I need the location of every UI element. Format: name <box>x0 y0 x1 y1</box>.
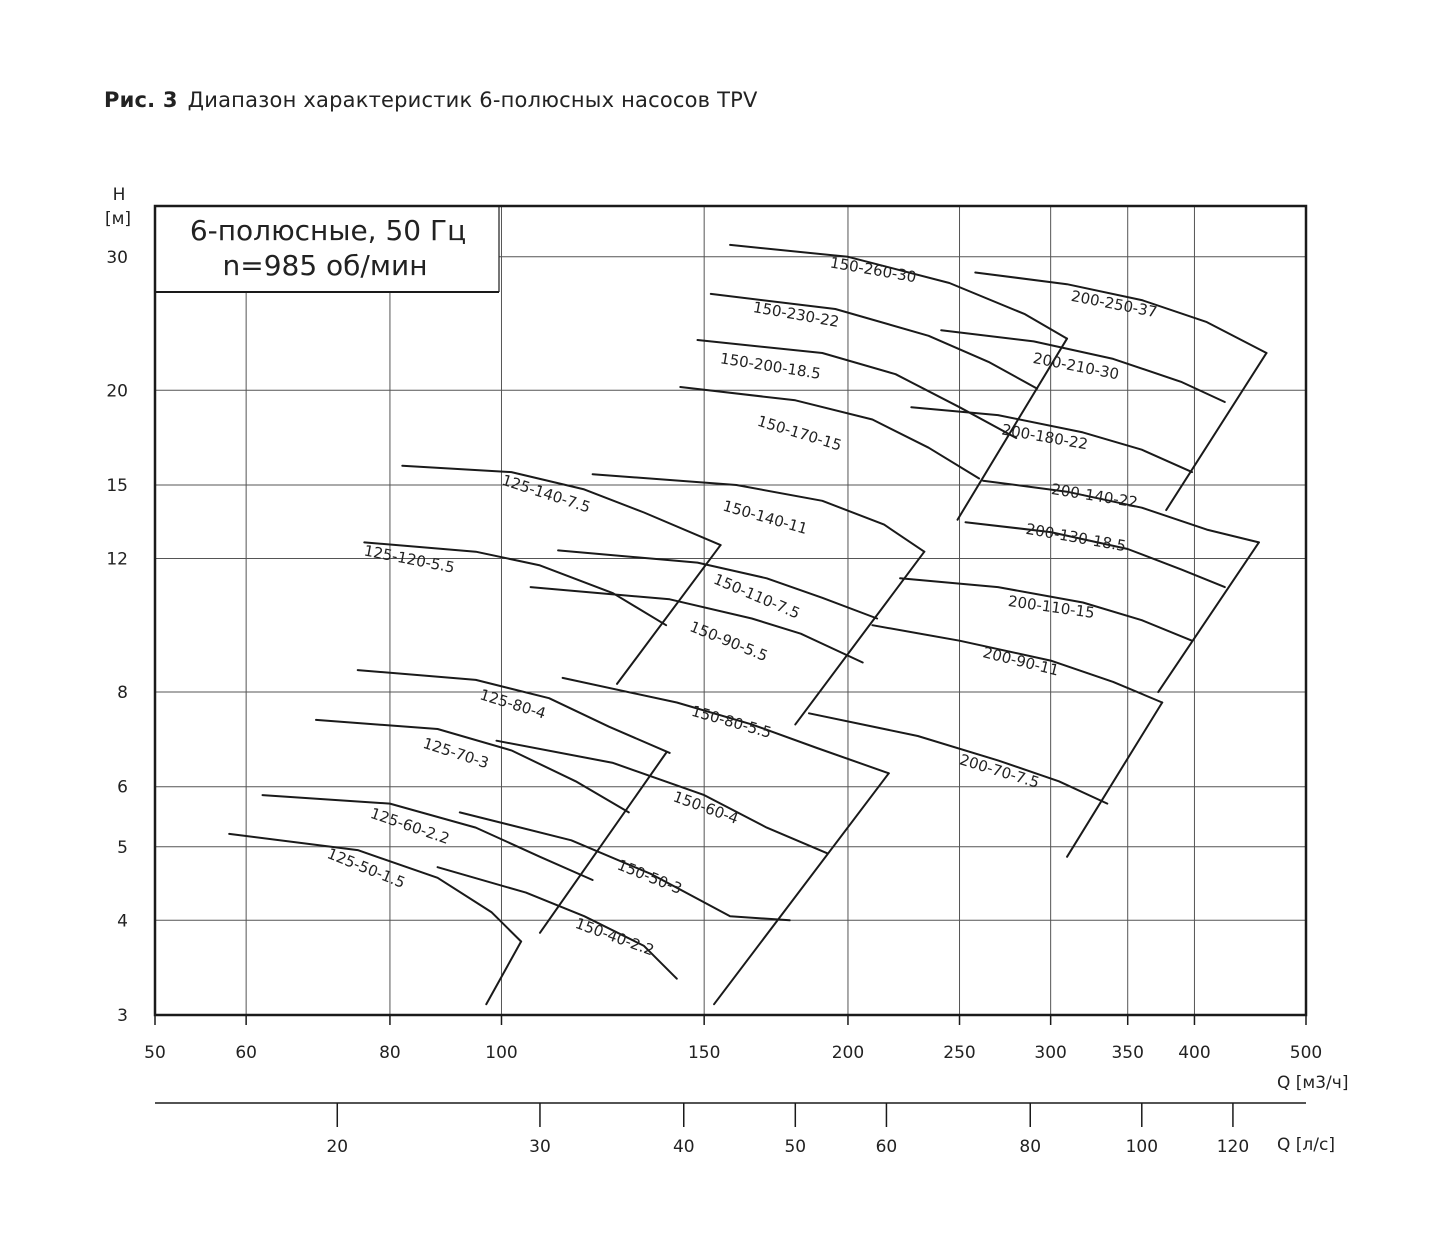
curve-label-125-120-5-5: 125-120-5.5 <box>362 541 457 577</box>
info-box-line1: 6-полюсные, 50 Гц <box>189 214 467 247</box>
curve-label-125-80-4: 125-80-4 <box>477 685 549 723</box>
curve-label-125-50-1-5: 125-50-1.5 <box>324 844 408 892</box>
x-tick-label-150: 150 <box>687 1043 721 1063</box>
curve-label-150-40-2-2: 150-40-2.2 <box>572 914 657 960</box>
x2-axis-label: Q [л/с] <box>1277 1135 1335 1155</box>
x-tick-label-200: 200 <box>831 1043 865 1063</box>
x-tick-label-80: 80 <box>379 1043 401 1063</box>
boundary-line-3 <box>617 545 721 684</box>
boundary-line-1 <box>486 942 521 1005</box>
x-tick-label-500: 500 <box>1289 1043 1323 1063</box>
info-box <box>155 207 499 292</box>
boundary-line-5 <box>795 552 924 725</box>
y-tick-label-15: 15 <box>106 476 128 497</box>
curve-200-70-7-5 <box>809 713 1107 803</box>
curve-label-200-210-30: 200-210-30 <box>1031 349 1121 384</box>
curve-label-200-140-22: 200-140-22 <box>1050 480 1139 512</box>
y-tick-label-6: 6 <box>117 777 128 798</box>
curve-label-200-180-22: 200-180-22 <box>1000 420 1090 454</box>
boundary-line-4 <box>714 773 889 1004</box>
chart-curve-labels <box>325 253 1159 959</box>
y-tick-label-5: 5 <box>117 837 128 858</box>
x2-tick-label-20: 20 <box>326 1137 349 1157</box>
figure-caption-text: Диапазон характеристик 6-полюсных насосов TPV <box>187 88 758 112</box>
y-tick-label-4: 4 <box>117 911 128 932</box>
info-box-line2: n=985 об/мин <box>222 249 428 282</box>
chart-grid <box>155 206 1306 1015</box>
x2-tick-label-120: 120 <box>1216 1137 1250 1157</box>
curve-label-150-140-11: 150-140-11 <box>720 496 810 539</box>
x-tick-label-250: 250 <box>943 1043 976 1063</box>
curve-label-125-140-7-5: 125-140-7.5 <box>499 470 593 517</box>
curve-label-150-50-3: 150-50-3 <box>614 855 685 898</box>
curve-label-200-90-11: 200-90-11 <box>981 643 1061 680</box>
boundary-line-8 <box>1158 542 1259 692</box>
x2-tick-label-50: 50 <box>784 1137 807 1157</box>
x-tick-label-100: 100 <box>485 1043 518 1063</box>
curve-label-125-60-2-2: 125-60-2.2 <box>368 804 452 848</box>
curve-label-200-110-15: 200-110-15 <box>1006 592 1096 623</box>
curve-label-150-230-22: 150-230-22 <box>751 298 841 331</box>
plot-frame <box>155 206 1306 1015</box>
chart-axes <box>106 248 1322 1157</box>
curve-label-150-200-18-5: 150-200-18.5 <box>718 349 822 383</box>
x-tick-label-60: 60 <box>235 1043 257 1063</box>
x2-tick-label-60: 60 <box>875 1137 898 1157</box>
curve-label-150-170-15: 150-170-15 <box>755 411 844 455</box>
x2-tick-label-40: 40 <box>672 1137 695 1157</box>
y-axis-unit: [м] <box>104 209 132 229</box>
y-tick-label-8: 8 <box>117 683 128 704</box>
boundary-line-7 <box>1067 702 1162 856</box>
x2-tick-label-30: 30 <box>529 1137 551 1157</box>
figure-number: Рис. 3 <box>104 88 178 112</box>
x2-tick-label-100: 100 <box>1125 1137 1159 1157</box>
curve-150-260-30 <box>730 245 1067 339</box>
x-tick-label-50: 50 <box>144 1043 166 1063</box>
x-axis-label: Q [м3/ч] <box>1277 1073 1349 1093</box>
y-axis-label: H <box>112 185 126 205</box>
curve-150-40-2-2 <box>438 867 677 979</box>
x2-tick-label-80: 80 <box>1019 1137 1042 1157</box>
curve-label-150-90-5-5: 150-90-5.5 <box>687 617 771 666</box>
curve-label-200-130-18-5: 200-130-18.5 <box>1024 519 1128 556</box>
curve-125-50-1-5 <box>229 834 521 942</box>
curve-label-150-60-4: 150-60-4 <box>670 787 741 828</box>
y-tick-label-20: 20 <box>106 381 128 402</box>
curve-label-150-260-30: 150-260-30 <box>828 253 918 287</box>
curve-label-150-110-7-5: 150-110-7.5 <box>710 570 803 623</box>
x-tick-label-300: 300 <box>1034 1043 1067 1063</box>
y-tick-label-30: 30 <box>106 247 128 268</box>
boundary-line-2 <box>540 753 666 933</box>
curve-label-200-70-7-5: 200-70-7.5 <box>957 750 1042 792</box>
chart-boundaries <box>486 339 1266 1005</box>
x-tick-label-400: 400 <box>1178 1043 1211 1063</box>
boundary-line-9 <box>1166 353 1266 510</box>
x-tick-label-350: 350 <box>1111 1043 1144 1063</box>
y-tick-label-3: 3 <box>117 1006 128 1026</box>
curve-label-125-70-3: 125-70-3 <box>420 734 492 773</box>
y-tick-label-12: 12 <box>106 549 128 570</box>
curve-label-150-80-5-5: 150-80-5.5 <box>689 701 774 742</box>
curve-label-200-250-37: 200-250-37 <box>1069 286 1159 322</box>
